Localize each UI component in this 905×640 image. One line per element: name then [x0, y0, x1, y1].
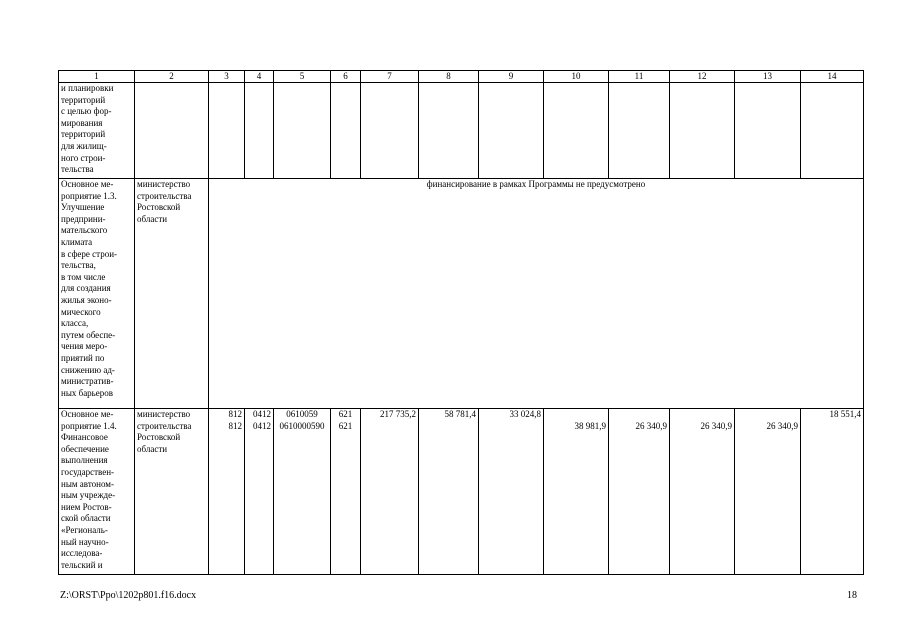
- vr-code-cell: [331, 409, 361, 575]
- page-number: 18: [847, 590, 857, 601]
- amount-cell: 18 551,4: [801, 409, 864, 575]
- amount-cell: [544, 409, 609, 575]
- header-cell: 1: [59, 71, 135, 83]
- rzpr-code-cell: [245, 409, 274, 575]
- header-row: [59, 71, 864, 83]
- text-line: в том числе: [61, 271, 106, 282]
- header-cell: 13: [735, 71, 801, 83]
- text-line: Финансовое: [61, 432, 108, 443]
- text-line: области: [137, 443, 168, 454]
- amount-cell: [735, 409, 801, 575]
- text-line: роприятие 1.4.: [61, 420, 117, 431]
- text-line: государствен-: [61, 466, 115, 477]
- header-cell: 3: [209, 71, 245, 83]
- text-line: 0610059: [286, 409, 318, 419]
- empty-cell: [209, 83, 245, 179]
- header-cell: 12: [670, 71, 735, 83]
- header-cell: 8: [419, 71, 479, 83]
- text-line: 812: [228, 409, 242, 419]
- text-line: тельства,: [61, 260, 96, 271]
- text-line: исследова-: [61, 548, 103, 559]
- empty-cell: [361, 83, 419, 179]
- text-line: ных барьеров: [61, 387, 114, 398]
- text-line: 0610000590: [279, 420, 325, 431]
- text-line: министратив-: [61, 376, 114, 387]
- csr-code-cell: [274, 409, 331, 575]
- text-line: 621: [338, 409, 353, 419]
- text-line: Улучшение: [61, 202, 105, 213]
- header-cell: 9: [479, 71, 544, 83]
- text-line: ным учрежде-: [61, 490, 116, 501]
- amount-cell: 58 781,4: [419, 409, 479, 575]
- header-cell: 10: [544, 71, 609, 83]
- amount-value: 26 340,9: [700, 420, 732, 431]
- text-line: территорий: [61, 94, 106, 105]
- text-line: выполнения: [61, 455, 108, 466]
- text-line: мирования: [61, 117, 103, 128]
- no-funding-note: финансирование в рамках Программы не предусмотрено: [209, 179, 864, 409]
- text-line: путем обеспе-: [61, 329, 116, 340]
- empty-cell: [479, 83, 544, 179]
- text-line: Ростовской: [137, 432, 181, 443]
- text-line: мического: [61, 306, 101, 317]
- text-line: приятий по: [61, 352, 105, 363]
- header-cell: 11: [609, 71, 670, 83]
- text-line: мательского: [61, 225, 108, 236]
- amount-value: 26 340,9: [766, 420, 798, 431]
- text-line: Ростовской: [137, 202, 181, 213]
- text-line: 0412: [253, 409, 271, 419]
- empty-cell: [331, 83, 361, 179]
- text-line: с целью фор-: [61, 106, 112, 117]
- text-line: ской области: [61, 513, 111, 524]
- activity-name-cell: [59, 179, 135, 409]
- grbs-code-cell: [209, 409, 245, 575]
- text-line: Основное ме-: [61, 409, 114, 419]
- text-line: тельский и: [61, 559, 103, 570]
- text-line: области: [137, 213, 168, 224]
- amount-value: 38 981,9: [574, 420, 606, 431]
- amount-value: 26 340,9: [635, 420, 667, 431]
- amount-cell: [609, 409, 670, 575]
- text-line: ного строи-: [61, 152, 106, 163]
- text-line: для создания: [61, 283, 111, 294]
- text-line: чения меро-: [61, 341, 108, 352]
- text-line: роприятие 1.3.: [61, 190, 117, 201]
- executor-cell: [135, 179, 209, 409]
- text-line: 621: [338, 420, 353, 431]
- text-line: строительства: [137, 420, 192, 431]
- text-line: ный научно-: [61, 536, 109, 547]
- text-line: 812: [228, 420, 242, 431]
- header-cell: 5: [274, 71, 331, 83]
- header-cell: 6: [331, 71, 361, 83]
- text-line: строительства: [137, 190, 192, 201]
- empty-cell: [135, 83, 209, 179]
- text-line: жилья эконо-: [61, 294, 112, 305]
- text-line: ным автоном-: [61, 478, 114, 489]
- text-line: для жилищ-: [61, 140, 107, 151]
- table-row: [59, 409, 864, 575]
- activity-name-cell: [59, 83, 135, 179]
- empty-cell: [735, 83, 801, 179]
- text-line: нием Ростов-: [61, 501, 112, 512]
- text-line: министерство: [137, 179, 191, 189]
- text-line: Основное ме-: [61, 179, 114, 189]
- amount-cell: 33 024,8: [479, 409, 544, 575]
- text-line: «Региональ-: [61, 524, 108, 535]
- empty-cell: [609, 83, 670, 179]
- header-cell: 7: [361, 71, 419, 83]
- header-cell: 2: [135, 71, 209, 83]
- text-line: обеспечение: [61, 443, 109, 454]
- text-line: тельства: [61, 164, 94, 175]
- text-line: предприни-: [61, 213, 106, 224]
- empty-cell: [274, 83, 331, 179]
- text-line: снижению ад-: [61, 364, 115, 375]
- empty-cell: [419, 83, 479, 179]
- table-row: [59, 83, 864, 179]
- executor-cell: [135, 409, 209, 575]
- table-row: [59, 179, 864, 409]
- file-path: Z:\ORST\Ppo\1202p801.f16.docx: [60, 590, 197, 601]
- text-line: в сфере строи-: [61, 248, 118, 259]
- empty-cell: [801, 83, 864, 179]
- text-line: 0412: [253, 420, 271, 431]
- header-cell: 4: [245, 71, 274, 83]
- text-line: министерство: [137, 409, 191, 419]
- text-line: и планировки: [61, 83, 114, 93]
- header-cell: 14: [801, 71, 864, 83]
- budget-table: [58, 70, 864, 575]
- text-line: климата: [61, 236, 93, 247]
- empty-cell: [670, 83, 735, 179]
- empty-cell: [245, 83, 274, 179]
- text-line: класса,: [61, 318, 89, 329]
- amount-cell: 217 735,2: [361, 409, 419, 575]
- activity-name-cell: [59, 409, 135, 575]
- amount-cell: [670, 409, 735, 575]
- text-line: территорий: [61, 129, 106, 140]
- empty-cell: [544, 83, 609, 179]
